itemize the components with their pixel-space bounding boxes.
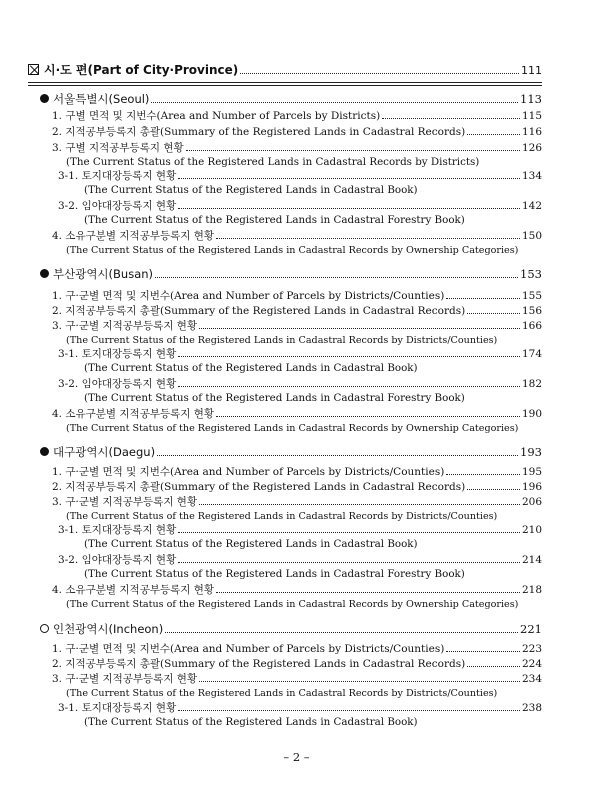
section-title: 대구광역시(Daegu): [53, 445, 156, 459]
entry-label: 3-1. 토지대장등록지 현황: [58, 170, 177, 182]
entry-label: 3. 구·군별 지적공부등록지 현황: [52, 320, 198, 332]
entry-page: 206: [521, 496, 542, 508]
entry-english-subtitle: (The Current Status of the Registered Lands in Cadastral Forestry Book): [84, 568, 465, 580]
entry-label: 3-2. 임야대장등록지 현황: [58, 554, 177, 566]
entry-page: 155: [521, 290, 542, 302]
part-heading-page: 111: [521, 64, 542, 77]
leader-dots: [155, 269, 518, 278]
entry-label: 1. 구·군별 면적 및 지번수(Area and Number of Parcels by Districts/Counties): [52, 466, 445, 478]
toc-entry: [52, 481, 542, 494]
entry-label: 1. 구별 면적 및 지번수(Area and Number of Parcels by Districts): [52, 110, 381, 122]
leader-dots: [199, 496, 520, 505]
toc-entry: [52, 673, 542, 686]
leader-dots: [446, 643, 520, 652]
leader-dots: [186, 142, 520, 151]
entry-label: 3-1. 토지대장등록지 현황: [58, 524, 177, 536]
toc-entry: [52, 305, 542, 318]
entry-label: 3. 구·군별 지적공부등록지 현황: [52, 673, 198, 685]
entry-english-subtitle: (The Current Status of the Registered Lands in Cadastral Forestry Book): [84, 214, 465, 226]
entry-label: 1. 구·군별 면적 및 지번수(Area and Number of Parcels by Districts/Counties): [52, 643, 445, 655]
entry-page: 234: [521, 673, 542, 685]
section-page: 193: [520, 445, 542, 459]
page-number: – 2 –: [283, 750, 310, 764]
toc-entry: [52, 142, 542, 155]
entry-page: 150: [521, 230, 542, 242]
entry-english-subtitle: (The Current Status of the Registered Lands in Cadastral Records by Districts/Counties): [66, 335, 498, 346]
entry-english-subtitle: (The Current Status of the Registered Lands in Cadastral Records by Ownership Categories): [66, 599, 519, 610]
entry-label: 3-2. 임야대장등록지 현황: [58, 378, 177, 390]
part-heading-label: 시·도 편(Part of City·Province): [44, 63, 239, 77]
toc-entry: [52, 126, 542, 139]
entry-label: 2. 지적공부등록지 총괄(Summary of the Registered Lands in Cadastral Records): [52, 126, 466, 138]
entry-label: 4. 소유구분별 지적공부등록지 현황: [52, 584, 215, 596]
toc-entry: [58, 170, 542, 183]
entry-page: 174: [521, 348, 542, 360]
leader-dots: [446, 466, 520, 475]
boxed-x-icon: [28, 64, 39, 75]
entry-english-subtitle: (The Current Status of the Registered Lands in Cadastral Records by Ownership Categories): [66, 245, 519, 256]
entry-label: 4. 소유구분별 지적공부등록지 현황: [52, 230, 215, 242]
entry-english-subtitle: (The Current Status of the Registered Lands in Cadastral Records by Districts): [66, 156, 480, 168]
leader-dots: [199, 673, 520, 682]
toc-entry: [52, 110, 542, 123]
section-page: 221: [520, 622, 542, 636]
leader-dots: [178, 170, 520, 179]
entry-page: 156: [521, 305, 542, 317]
entry-page: 196: [521, 481, 542, 493]
toc-entry: [58, 524, 542, 537]
toc-entry: [58, 378, 542, 391]
toc-entry: [58, 200, 542, 213]
section-title: 부산광역시(Busan): [53, 267, 154, 281]
entry-label: 2. 지적공부등록지 총괄(Summary of the Registered Lands in Cadastral Records): [52, 658, 466, 670]
toc-entry: [52, 658, 542, 671]
entry-page: 223: [521, 643, 542, 655]
entry-label: 4. 소유구분별 지적공부등록지 현황: [52, 408, 215, 420]
entry-english-subtitle: (The Current Status of the Registered Lands in Cadastral Book): [84, 362, 418, 374]
entry-label: 2. 지적공부등록지 총괄(Summary of the Registered Lands in Cadastral Records): [52, 481, 466, 493]
entry-english-subtitle: (The Current Status of the Registered Lands in Cadastral Records by Ownership Categories): [66, 423, 519, 434]
toc-entry: [52, 466, 542, 479]
leader-dots: [216, 584, 520, 593]
entry-page: 214: [521, 554, 542, 566]
entry-english-subtitle: (The Current Status of the Registered Lands in Cadastral Records by Districts/Counties): [66, 511, 498, 522]
toc-entry: [52, 290, 542, 303]
toc-entry: [52, 320, 542, 333]
toc-entry: [58, 554, 542, 567]
leader-dots: [157, 447, 518, 456]
leader-dots: [467, 481, 520, 490]
leader-dots: [178, 378, 520, 387]
entry-page: 142: [521, 200, 542, 212]
entry-page: 116: [521, 126, 542, 138]
leader-dots: [178, 524, 520, 533]
entry-page: 115: [521, 110, 542, 122]
section-heading: [40, 268, 542, 281]
section-title: 서울특별시(Seoul): [53, 92, 150, 106]
section-heading: [40, 623, 542, 636]
open-circle-icon: [40, 624, 49, 633]
toc-entry: [52, 230, 542, 243]
section-title: 인천광역시(Incheon): [53, 622, 164, 636]
entry-english-subtitle: (The Current Status of the Registered Lands in Cadastral Records by Districts/Counties): [66, 688, 498, 699]
entry-page: 238: [521, 702, 542, 714]
filled-circle-icon: [40, 269, 49, 278]
toc-entry: [52, 408, 542, 421]
entry-label: 1. 구·군별 면적 및 지번수(Area and Number of Parcels by Districts/Counties): [52, 290, 445, 302]
entry-page: 195: [521, 466, 542, 478]
toc-entry: [52, 496, 542, 509]
entry-label: 3-2. 임야대장등록지 현황: [58, 200, 177, 212]
entry-page: 166: [521, 320, 542, 332]
leader-dots: [151, 94, 518, 103]
toc-entry: [58, 348, 542, 361]
entry-english-subtitle: (The Current Status of the Registered Lands in Cadastral Book): [84, 538, 418, 550]
entry-english-subtitle: (The Current Status of the Registered Lands in Cadastral Book): [84, 184, 418, 196]
entry-page: 134: [521, 170, 542, 182]
leader-dots: [467, 305, 520, 314]
entry-label: 3-1. 토지대장등록지 현황: [58, 702, 177, 714]
heading-rule-bottom: [28, 85, 542, 86]
leader-dots: [199, 320, 520, 329]
filled-circle-icon: [40, 447, 49, 456]
entry-page: 182: [521, 378, 542, 390]
leader-dots: [216, 230, 520, 239]
entry-page: 218: [521, 584, 542, 596]
leader-dots: [178, 348, 520, 357]
toc-entry: [52, 584, 542, 597]
heading-rule-top: [28, 82, 542, 83]
entry-label: 3. 구별 지적공부등록지 현황: [52, 142, 184, 154]
leader-dots: [216, 408, 520, 417]
leader-dots: [382, 110, 520, 119]
entry-page: 190: [521, 408, 542, 420]
entry-label: 3-1. 토지대장등록지 현황: [58, 348, 177, 360]
leader-dots: [178, 554, 520, 563]
part-heading: [28, 63, 542, 77]
leader-dots: [178, 200, 520, 209]
toc-entry: [58, 702, 542, 715]
entry-english-subtitle: (The Current Status of the Registered Lands in Cadastral Forestry Book): [84, 392, 465, 404]
leader-dots: [467, 658, 520, 667]
leader-dots: [240, 65, 519, 74]
filled-circle-icon: [40, 94, 49, 103]
entry-label: 3. 구·군별 지적공부등록지 현황: [52, 496, 198, 508]
entry-english-subtitle: (The Current Status of the Registered Lands in Cadastral Book): [84, 716, 418, 728]
section-heading: [40, 93, 542, 106]
entry-page: 210: [521, 524, 542, 536]
leader-dots: [446, 290, 520, 299]
entry-page: 126: [521, 142, 542, 154]
leader-dots: [165, 624, 518, 633]
entry-label: 2. 지적공부등록지 총괄(Summary of the Registered Lands in Cadastral Records): [52, 305, 466, 317]
section-page: 153: [520, 267, 542, 281]
toc-entry: [52, 643, 542, 656]
section-heading: [40, 446, 542, 459]
entry-page: 224: [521, 658, 542, 670]
section-page: 113: [520, 92, 542, 106]
leader-dots: [467, 126, 520, 135]
leader-dots: [178, 702, 520, 711]
